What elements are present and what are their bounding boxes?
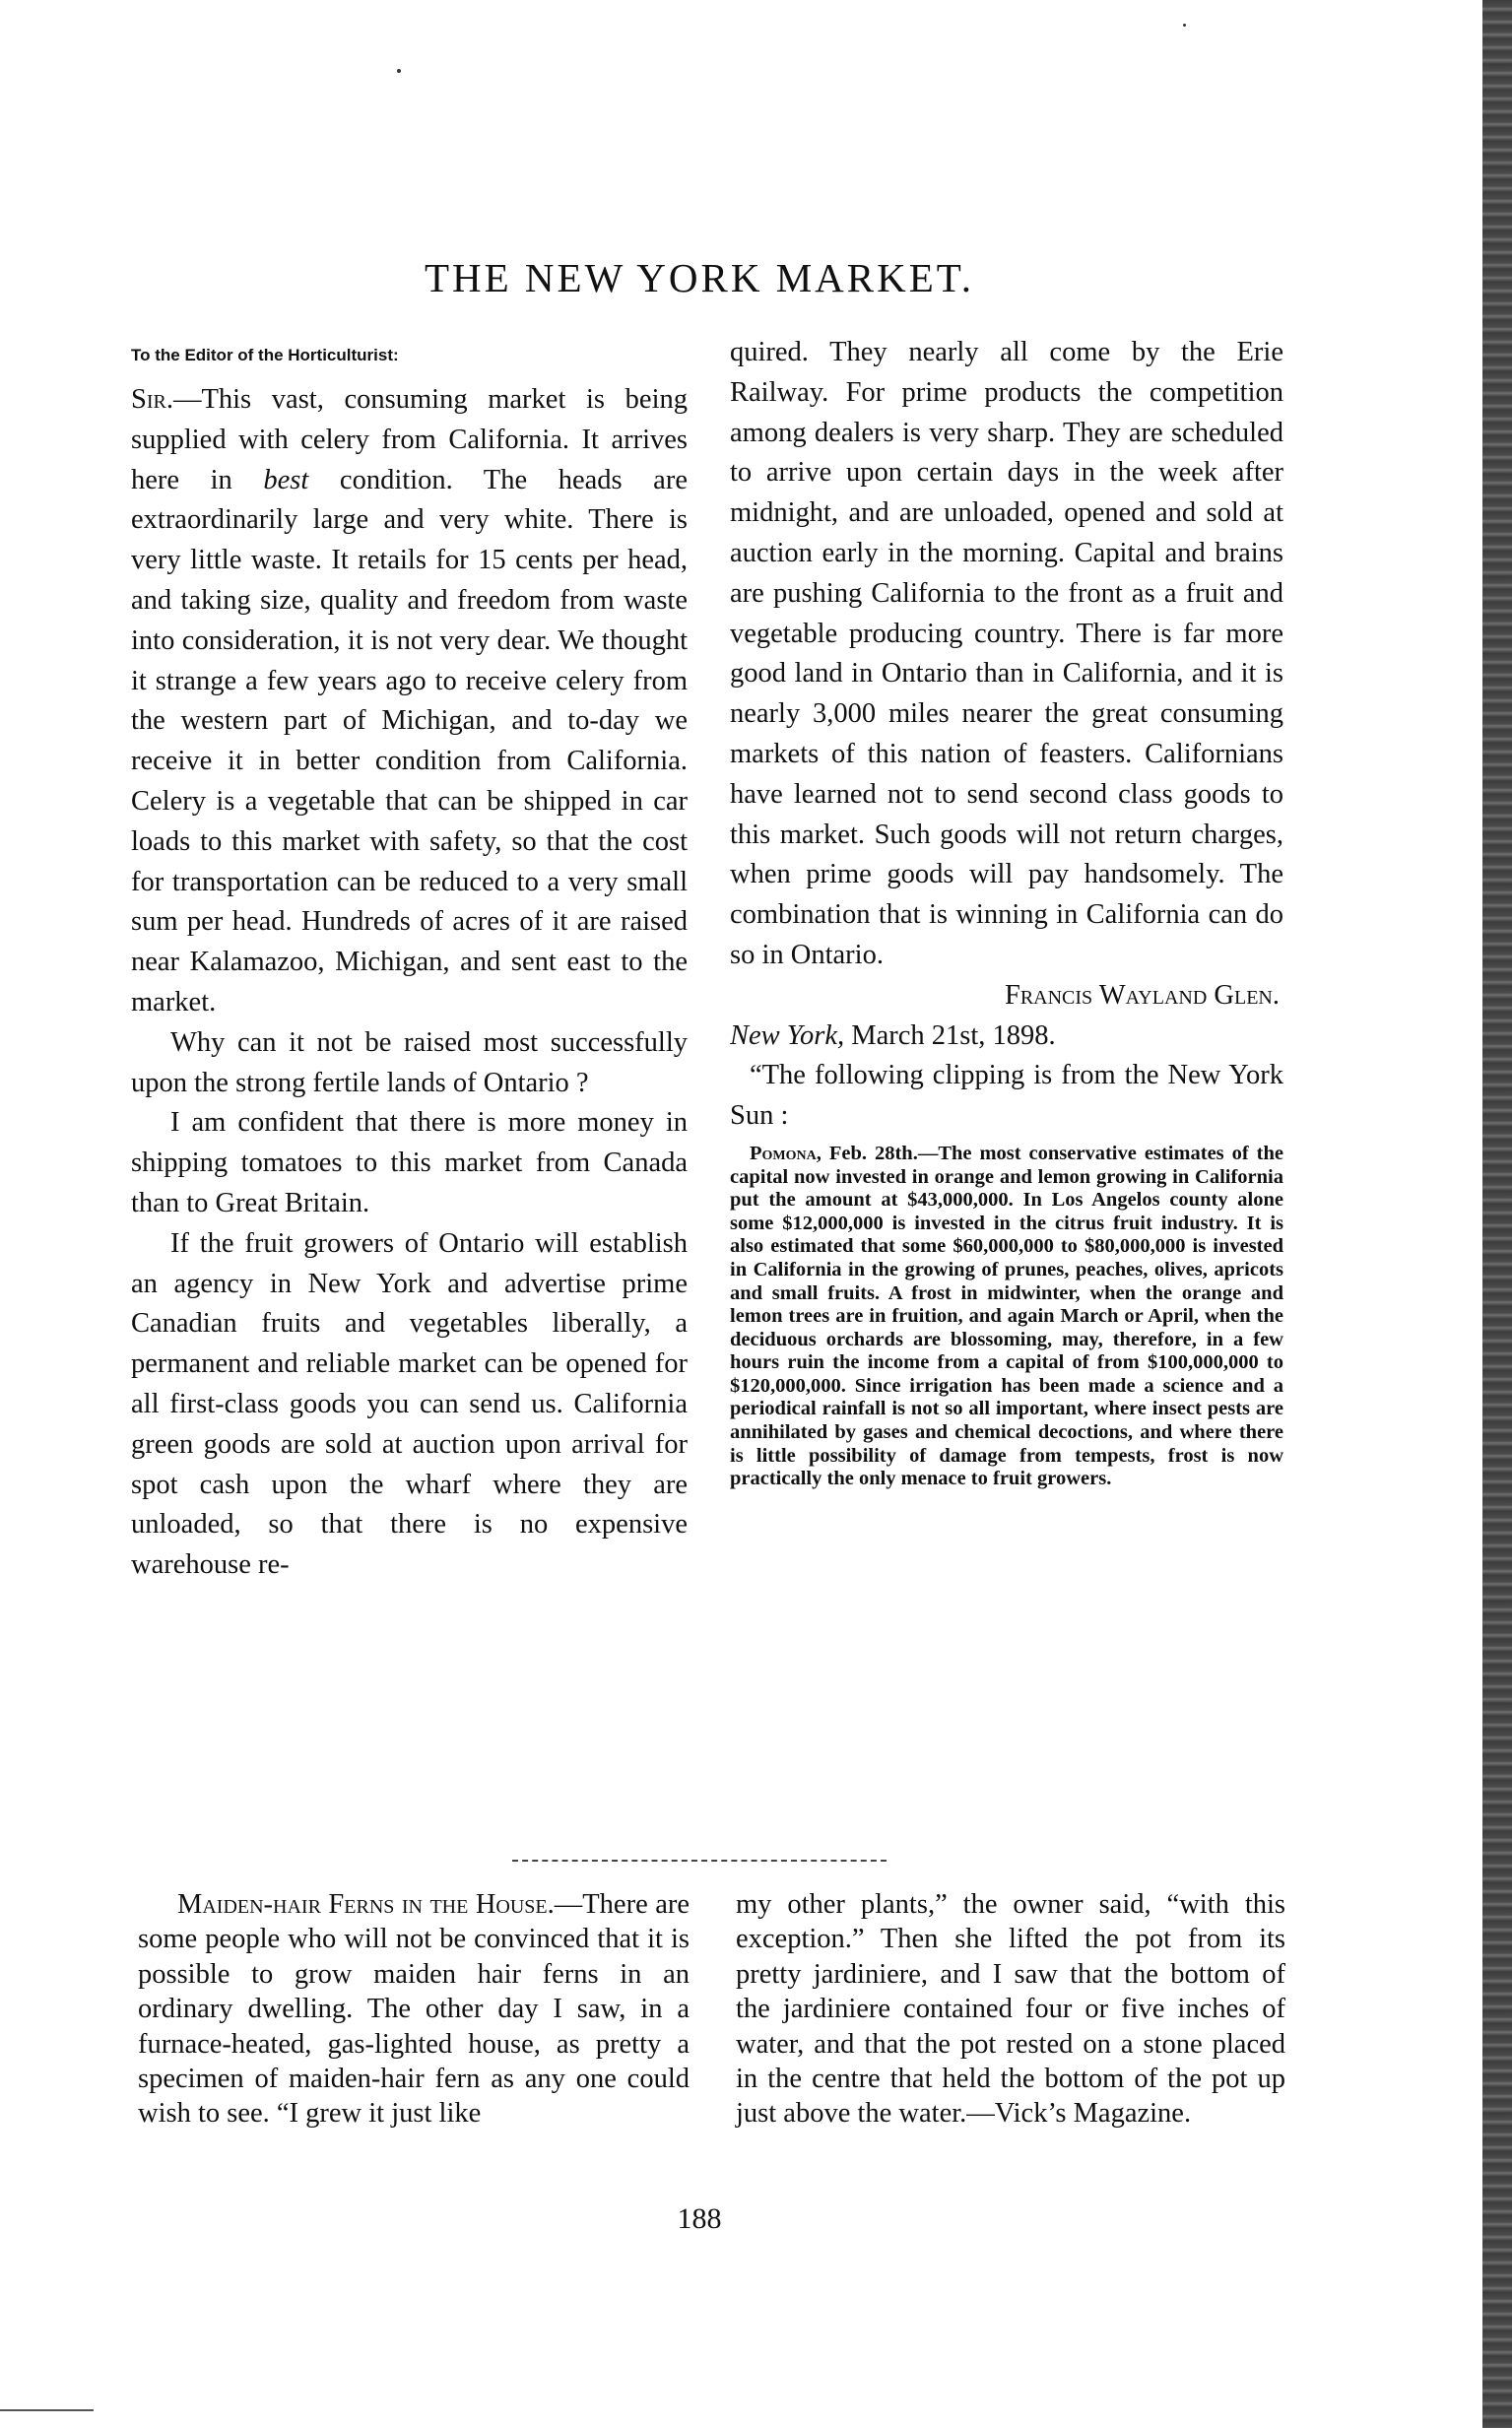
signature: Francis Wayland Glen. bbox=[1004, 979, 1280, 1011]
right-column bbox=[730, 333, 1283, 1491]
ferns-left-column bbox=[138, 1887, 690, 2132]
letter-paragraph-2: Why can it not be raised most successfully upon the strong fertile lands of Ontario ? bbox=[131, 1026, 688, 1098]
emphasis: best bbox=[263, 464, 309, 495]
letter-paragraph-4-continued: quired. They nearly all come by the Erie Railway. For prime products the competition among dealers is very sharp. They are scheduled to arrive upon certain days in the week after midnight, and are unloaded, opened and sold at auction early in the morning. Capital and brains are pushing California to the front as a fruit and vegetable producing country. There is far more good land in Ontario than in California, and it is nearly 3,000 miles nearer the great consuming markets of this nation of feasters. Californians have learned not to send second class goods to this market. Such goods will not return charges, when prime goods will pay handsomely. The combination that is winning in California can do so in Ontario. bbox=[730, 337, 1283, 970]
scanned-page-edge bbox=[1482, 0, 1512, 2428]
article-title: THE NEW YORK MARKET. bbox=[424, 255, 975, 300]
letter-paragraph-4: If the fruit growers of Ontario will establish an agency in New York and advertise prime Canadian fruits and vegetables liberally, a permanent and reliable market can be opened for all first-class goods you can send us. California green goods are sold at auction upon arrival for spot cash upon the wharf where they are unloaded, so that there is no expensive warehouse re- bbox=[131, 1227, 688, 1581]
salutation: To the Editor of the Horticulturist: bbox=[131, 346, 399, 364]
scan-speck bbox=[1183, 24, 1186, 27]
letter-paragraph-3: I am confident that there is more money in shipping tomatoes to this market from Canada than to Great Britain. bbox=[131, 1107, 688, 1218]
ferns-heading: Maiden-hair Ferns in the House. bbox=[177, 1889, 555, 1920]
scan-speck bbox=[397, 69, 401, 73]
salutation-sir: Sir. bbox=[131, 384, 173, 415]
left-column bbox=[131, 341, 688, 1586]
page-number: 188 bbox=[677, 2202, 722, 2235]
ferns-right-column bbox=[736, 1887, 1285, 2132]
newspaper-clipping: Pomona, Feb. 28th.—The most conservative estimates of the capital now invested in orange and lemon growing in California put the amount at $43,000,000. In Los Angelos county alone some $12,000,000 is invested in the citrus fruit industry. It is also estimated that some $60,000,000 to $80,000,000 is invested in California in the growing of prunes, peaches, olives, apricots and small fruits. A frost in midwinter, when the orange and lemon trees are in fruition, and again March or April, when the deciduous orchards are blossoming, may, therefore, in a few hours ruin the income from a capital of from $100,000,000 to $120,000,000. Since irrigation has been made a science and a periodical rainfall is not so all important, where insect pests are annihilated by gases and chemical decoctions, and where there is little possibility of damage from tempests, frost is now practically the only menace to fruit growers. bbox=[730, 1142, 1283, 1490]
dateline: New York, March 21st, 1898. bbox=[730, 1019, 1056, 1051]
scan-footer-line bbox=[0, 2409, 94, 2411]
ferns-paragraph: Maiden-hair Ferns in the House.—There are some people who will not be convinced that it is possible to grow maiden hair ferns in an ordinary dwelling. The other day I saw, in a furnace-heated, gas-lighted house, as pretty a specimen of maiden-hair fern as any one could wish to see. “I grew it just like bbox=[138, 1889, 690, 2130]
quote-intro: “The following clipping is from the New York Sun : bbox=[730, 1060, 1283, 1132]
section-divider bbox=[512, 1860, 887, 1862]
letter-paragraph-1: Sir.—This vast, consuming market is being supplied with celery from California. It arrives here in best condition. The heads are extraordinarily large and very white. There is very little waste. It retails for 15 cents per head, and taking size, quality and freedom from waste into consideration, it is not very dear. We thought it strange a few years ago to receive celery from the western part of Michigan, and to-day we receive it in better condition from California. Celery is a vegetable that can be shipped in car loads to this market with safety, so that the cost for transportation can be reduced to a very small sum per head. Hundreds of acres of it are raised near Kalamazoo, Michigan, and sent east to the market. bbox=[131, 384, 688, 1017]
ferns-paragraph-continued: my other plants,” the owner said, “with this exception.” Then she lifted the pot from its pretty jardiniere, and I saw that the bottom of the jardiniere contained four or five inches of water, and that the pot rested on a stone placed in the centre that held the bottom of the pot up just above the water.—Vick’s Magazine. bbox=[736, 1889, 1285, 2130]
